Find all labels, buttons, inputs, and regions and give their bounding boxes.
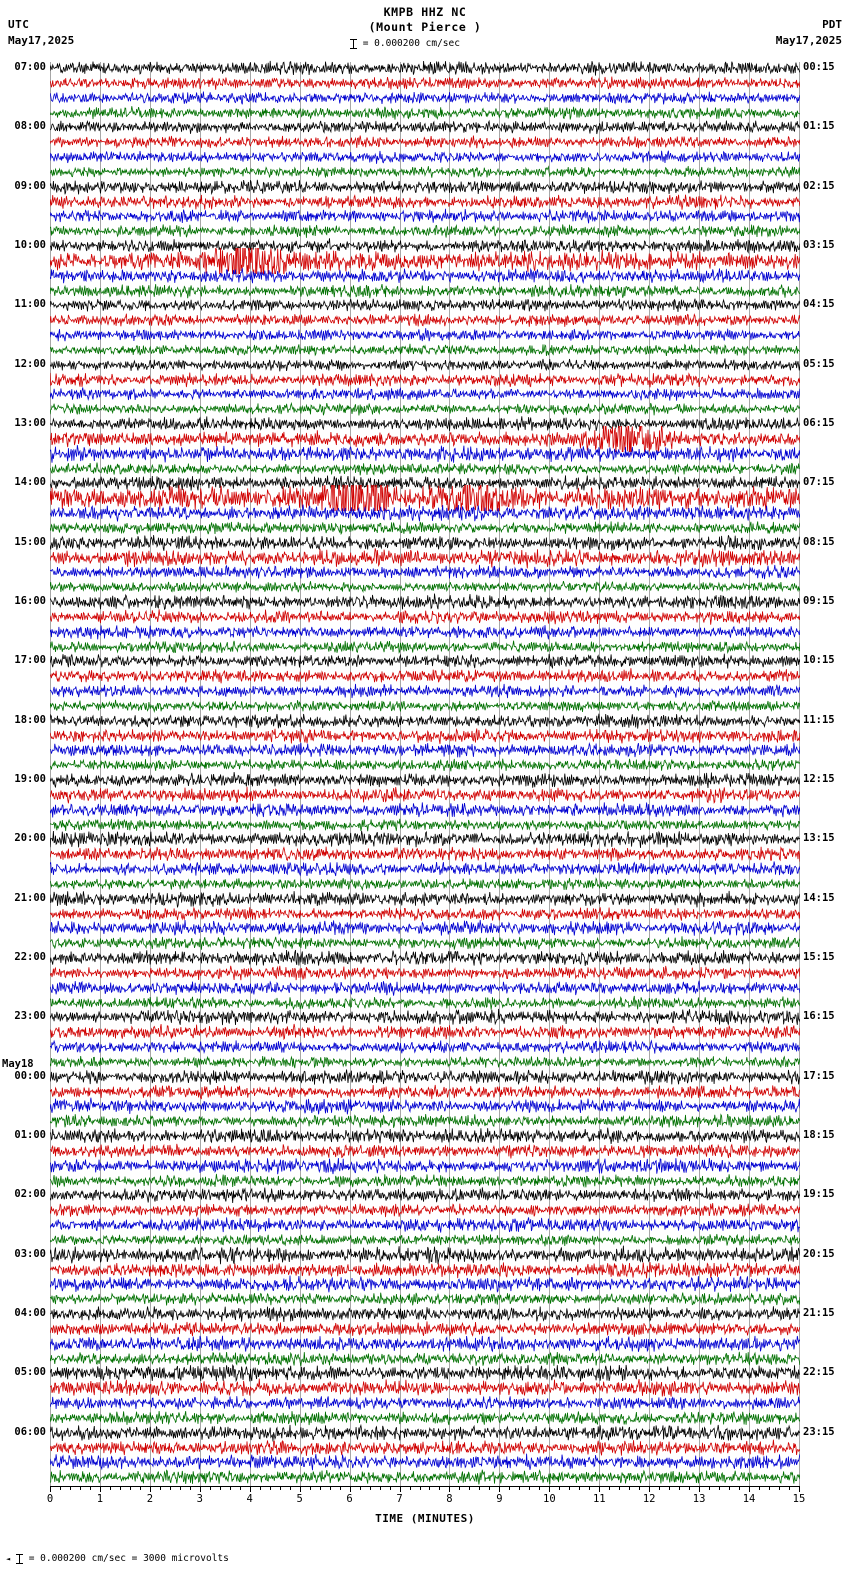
axis-minor-tick: [559, 1486, 560, 1490]
hour-label-utc: 09:00: [14, 179, 46, 192]
hour-label-utc: 05:00: [14, 1366, 46, 1379]
utc-date: May17,2025: [8, 34, 75, 47]
hour-label-pdt: 14:15: [803, 891, 835, 904]
axis-minor-tick: [779, 1486, 780, 1490]
hour-label-pdt: 11:15: [803, 713, 835, 726]
axis-minor-tick: [589, 1486, 590, 1490]
axis-minor-tick: [170, 1486, 171, 1490]
helicorder-plot: [2, 61, 835, 1486]
hour-label-pdt: 01:15: [803, 120, 835, 133]
axis-minor-tick: [429, 1486, 430, 1490]
axis-minor-tick: [609, 1486, 610, 1490]
axis-tick: [100, 1486, 101, 1492]
hour-label-pdt: 17:15: [803, 1069, 835, 1082]
axis-minor-tick: [789, 1486, 790, 1490]
axis-minor-tick: [120, 1486, 121, 1490]
axis-tick-label: 9: [496, 1493, 503, 1505]
hour-label-pdt: 22:15: [803, 1366, 835, 1379]
axis-tick-label: 14: [742, 1493, 756, 1505]
axis-minor-tick: [130, 1486, 131, 1490]
axis-tick-label: 2: [146, 1493, 154, 1505]
hour-label-pdt: 12:15: [803, 773, 835, 785]
hour-label-utc: 06:00: [14, 1425, 46, 1438]
axis-minor-tick: [60, 1486, 61, 1490]
axis-tick-label: 0: [46, 1493, 54, 1505]
axis-tick-label: 10: [543, 1493, 556, 1505]
axis-tick: [300, 1486, 301, 1492]
axis-minor-tick: [739, 1486, 740, 1490]
hour-label-utc: 02:00: [14, 1188, 46, 1201]
axis-minor-tick: [659, 1486, 660, 1490]
axis-tick: [599, 1486, 600, 1492]
axis-minor-tick: [320, 1486, 321, 1490]
axis-tick-label: 13: [692, 1493, 706, 1505]
hour-label-pdt: 04:15: [803, 298, 835, 311]
axis-tick-label: 6: [346, 1493, 353, 1505]
axis-minor-tick: [629, 1486, 630, 1490]
hour-label-pdt: 06:15: [803, 417, 835, 429]
axis-tick-label: 1: [96, 1493, 104, 1505]
axis-minor-tick: [240, 1486, 241, 1490]
axis-minor-tick: [489, 1486, 490, 1490]
hour-label-utc: 04:00: [14, 1307, 46, 1319]
axis-tick: [799, 1486, 800, 1492]
axis-minor-tick: [290, 1486, 291, 1490]
axis-minor-tick: [619, 1486, 620, 1490]
hour-label-utc: 16:00: [14, 595, 46, 607]
hour-label-utc: 18:00: [14, 713, 46, 726]
hour-label-utc: 08:00: [14, 120, 46, 133]
axis-minor-tick: [220, 1486, 221, 1490]
hour-label-utc: 01:00: [14, 1129, 46, 1141]
axis-tick: [499, 1486, 500, 1492]
hour-label-pdt: 16:15: [803, 1010, 835, 1023]
axis-tick: [449, 1486, 450, 1492]
axis-minor-tick: [270, 1486, 271, 1490]
axis-minor-tick: [230, 1486, 231, 1490]
hour-label-pdt: 13:15: [803, 832, 835, 845]
axis-minor-tick: [80, 1486, 81, 1490]
axis-minor-tick: [360, 1486, 361, 1490]
axis-minor-tick: [639, 1486, 640, 1490]
axis-tick-label: 5: [296, 1493, 303, 1505]
hour-label-pdt: 07:15: [803, 476, 835, 489]
hour-label-utc: 07:00: [14, 61, 46, 73]
footer-scale-bar-icon: [16, 1554, 23, 1564]
axis-minor-tick: [420, 1486, 421, 1490]
amplitude-scale: [350, 38, 460, 49]
axis-minor-tick: [380, 1486, 381, 1490]
axis-minor-tick: [110, 1486, 111, 1490]
axis-minor-tick: [90, 1486, 91, 1490]
axis-minor-tick: [679, 1486, 680, 1490]
axis-tick: [400, 1486, 401, 1492]
axis-minor-tick: [709, 1486, 710, 1490]
hour-label-pdt: 10:15: [803, 654, 835, 667]
axis-minor-tick: [469, 1486, 470, 1490]
axis-minor-tick: [340, 1486, 341, 1490]
axis-minor-tick: [539, 1486, 540, 1490]
axis-tick: [250, 1486, 251, 1492]
hour-label-pdt: 02:15: [803, 179, 835, 192]
axis-tick: [350, 1486, 351, 1492]
axis-minor-tick: [140, 1486, 141, 1490]
axis-minor-tick: [579, 1486, 580, 1490]
hour-label-utc: 17:00: [14, 654, 46, 667]
hour-label-utc: 11:00: [14, 298, 46, 311]
axis-minor-tick: [210, 1486, 211, 1490]
axis-minor-tick: [529, 1486, 530, 1490]
axis-minor-tick: [719, 1486, 720, 1490]
axis-minor-tick: [759, 1486, 760, 1490]
axis-tick: [549, 1486, 550, 1492]
axis-tick: [699, 1486, 700, 1492]
pdt-label: PDT: [822, 18, 842, 31]
pdt-date: May17,2025: [775, 34, 842, 47]
axis-minor-tick: [330, 1486, 331, 1490]
hour-label-pdt: 18:15: [803, 1129, 835, 1141]
hour-label-pdt: 05:15: [803, 357, 835, 370]
axis-minor-tick: [70, 1486, 71, 1490]
station-code-title: KMPB HHZ NC: [383, 5, 467, 19]
axis-minor-tick: [669, 1486, 670, 1490]
hour-label-pdt: 15:15: [803, 951, 835, 963]
hour-label-utc: 00:00: [14, 1069, 46, 1082]
hour-label-pdt: 21:15: [803, 1307, 835, 1319]
hour-label-utc: 03:00: [14, 1247, 46, 1260]
footer-scale: [6, 1553, 229, 1564]
hour-label-utc: 10:00: [14, 239, 46, 251]
axis-minor-tick: [280, 1486, 281, 1490]
chart-header: [0, 0, 850, 60]
hour-label-pdt: 09:15: [803, 595, 835, 607]
axis-minor-tick: [180, 1486, 181, 1490]
axis-minor-tick: [519, 1486, 520, 1490]
hour-label-utc: 22:00: [14, 951, 46, 963]
axis-tick: [200, 1486, 201, 1492]
hour-label-pdt: 20:15: [803, 1247, 835, 1260]
axis-minor-tick: [190, 1486, 191, 1490]
footer-tick-icon: ◄: [6, 1555, 11, 1563]
hour-label-utc: 23:00: [14, 1010, 46, 1023]
axis-minor-tick: [370, 1486, 371, 1490]
utc-label: UTC: [8, 18, 30, 31]
station-name-title: (Mount Pierce ): [368, 20, 482, 34]
axis-tick-label: 15: [792, 1493, 806, 1505]
axis-minor-tick: [390, 1486, 391, 1490]
axis-tick-label: 8: [446, 1493, 453, 1505]
axis-tick: [150, 1486, 151, 1492]
axis-minor-tick: [459, 1486, 460, 1490]
axis-minor-tick: [569, 1486, 570, 1490]
axis-minor-tick: [439, 1486, 440, 1490]
axis-tick-label: 12: [642, 1493, 656, 1505]
hour-label-pdt: 23:15: [803, 1425, 835, 1438]
scale-text: = 0.000200 cm/sec: [362, 38, 460, 49]
axis-minor-tick: [729, 1486, 730, 1490]
hour-label-utc: 20:00: [14, 832, 46, 845]
hour-label-utc: 14:00: [14, 476, 46, 489]
scale-bar-icon: [350, 39, 357, 49]
hour-label-utc: 12:00: [14, 357, 46, 370]
hour-label-pdt: 08:15: [803, 535, 835, 548]
axis-tick: [649, 1486, 650, 1492]
footer-text: = 0.000200 cm/sec = 3000 microvolts: [28, 1553, 229, 1564]
axis-minor-tick: [509, 1486, 510, 1490]
axis-minor-tick: [410, 1486, 411, 1490]
axis-minor-tick: [769, 1486, 770, 1490]
hour-label-pdt: 03:15: [803, 239, 835, 251]
axis-minor-tick: [260, 1486, 261, 1490]
axis-tick-label: 11: [592, 1493, 606, 1505]
hour-label-utc: 21:00: [14, 891, 46, 904]
hour-label-utc: 13:00: [14, 417, 46, 429]
axis-tick-label: 3: [196, 1493, 203, 1505]
x-axis-title: TIME (MINUTES): [375, 1512, 475, 1525]
axis-minor-tick: [479, 1486, 480, 1490]
axis-tick: [50, 1486, 51, 1492]
hour-label-pdt: 19:15: [803, 1188, 835, 1201]
axis-tick: [749, 1486, 750, 1492]
axis-minor-tick: [160, 1486, 161, 1490]
axis-tick-label: 4: [246, 1493, 253, 1505]
hour-label-pdt: 00:15: [803, 61, 835, 73]
hour-label-utc: 15:00: [14, 535, 46, 548]
axis-minor-tick: [689, 1486, 690, 1490]
day-change-label: May18: [2, 1057, 34, 1070]
axis-line: [50, 1486, 800, 1487]
axis-minor-tick: [310, 1486, 311, 1490]
hour-label-utc: 19:00: [14, 773, 46, 785]
axis-tick-label: 7: [396, 1493, 403, 1505]
